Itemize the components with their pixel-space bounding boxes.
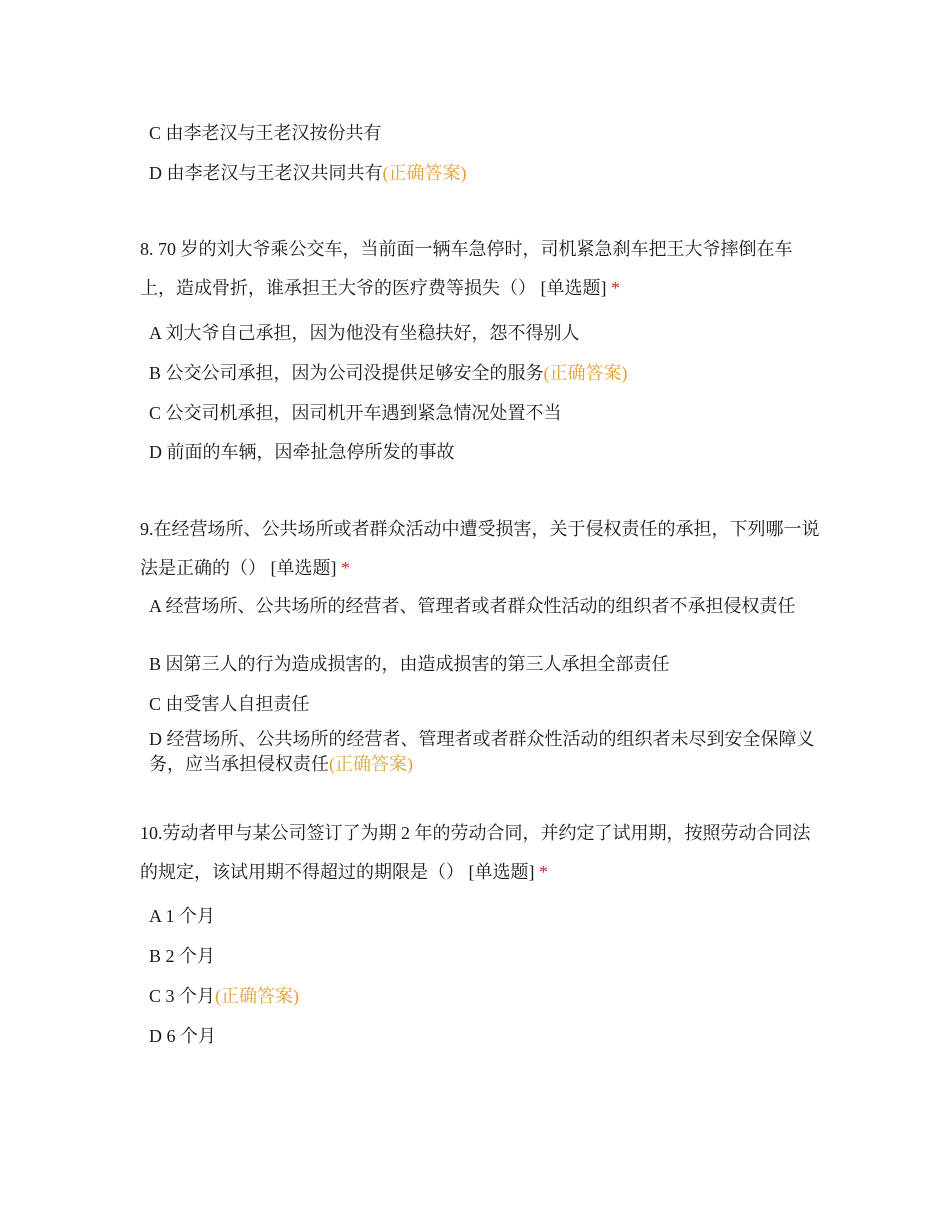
q9-option-d [149,727,819,777]
option-text: A 1 个月 [149,906,216,926]
q10-option-a [149,904,819,929]
q8-option-b [149,361,819,386]
option-text: A 经营场所、公共场所的经营者、管理者或者群众性活动的组织者不承担侵权责任 [149,596,796,616]
question-text: 8. 70 岁的刘大爷乘公交车，当前面一辆车急停时，司机紧急刹车把王大爷摔倒在车上，造成骨折，谁承担王大爷的医疗费等损失（） [140,239,793,298]
q9-option-a [149,594,819,619]
q8-option-a [149,321,819,346]
q9-option-b [149,652,819,677]
required-mark: * [539,862,548,882]
question-type: [单选题] [270,558,337,578]
option-text: C 3 个月 [149,986,216,1006]
option-text: D 6 个月 [149,1026,216,1046]
correct-answer-mark: (正确答案) [382,163,467,183]
correct-answer-mark: (正确答案) [215,986,300,1006]
question-9 [140,510,820,588]
option-text: C 由李老汉与王老汉按份共有 [149,123,382,143]
question-8 [140,230,820,308]
q8-option-c [149,401,819,426]
option-text: B 因第三人的行为造成损害的，由造成损害的第三人承担全部责任 [149,654,670,674]
question-text: 9.在经营场所、公共场所或者群众活动中遭受损害，关于侵权责任的承担，下列哪一说法是正确的（） [140,519,820,578]
question-text: 10.劳动者甲与某公司签订了为期 2 年的劳动合同，并约定了试用期，按照劳动合同法的规定，该试用期不得超过的期限是（） [140,823,811,882]
required-mark: * [611,278,620,298]
option-text: C 由受害人自担责任 [149,694,310,714]
option-text: C 公交司机承担，因司机开车遇到紧急情况处置不当 [149,403,562,423]
option-text: D 由李老汉与王老汉共同共有 [149,163,383,183]
correct-answer-mark: (正确答案) [329,754,413,774]
q10-option-d [149,1024,819,1049]
question-type: [单选题] [540,278,607,298]
correct-answer-mark: (正确答案) [543,363,628,383]
q10-option-c [149,984,819,1009]
q7-option-d [149,161,819,186]
q10-option-b [149,944,819,969]
option-text: B 公交公司承担，因为公司没提供足够安全的服务 [149,363,544,383]
question-type: [单选题] [468,862,535,882]
required-mark: * [341,558,350,578]
q7-option-c [149,121,819,146]
question-10 [140,814,820,892]
option-text: D 经营场所、公共场所的经营者、管理者或者群众性活动的组织者未尽到安全保障义务，应当承担侵权责任 [149,729,815,774]
option-text: D 前面的车辆，因牵扯急停所发的事故 [149,442,455,462]
q9-option-c [149,692,819,717]
q8-option-d [149,440,819,465]
option-text: A 刘大爷自己承担，因为他没有坐稳扶好，怨不得别人 [149,323,580,343]
option-text: B 2 个月 [149,946,216,966]
